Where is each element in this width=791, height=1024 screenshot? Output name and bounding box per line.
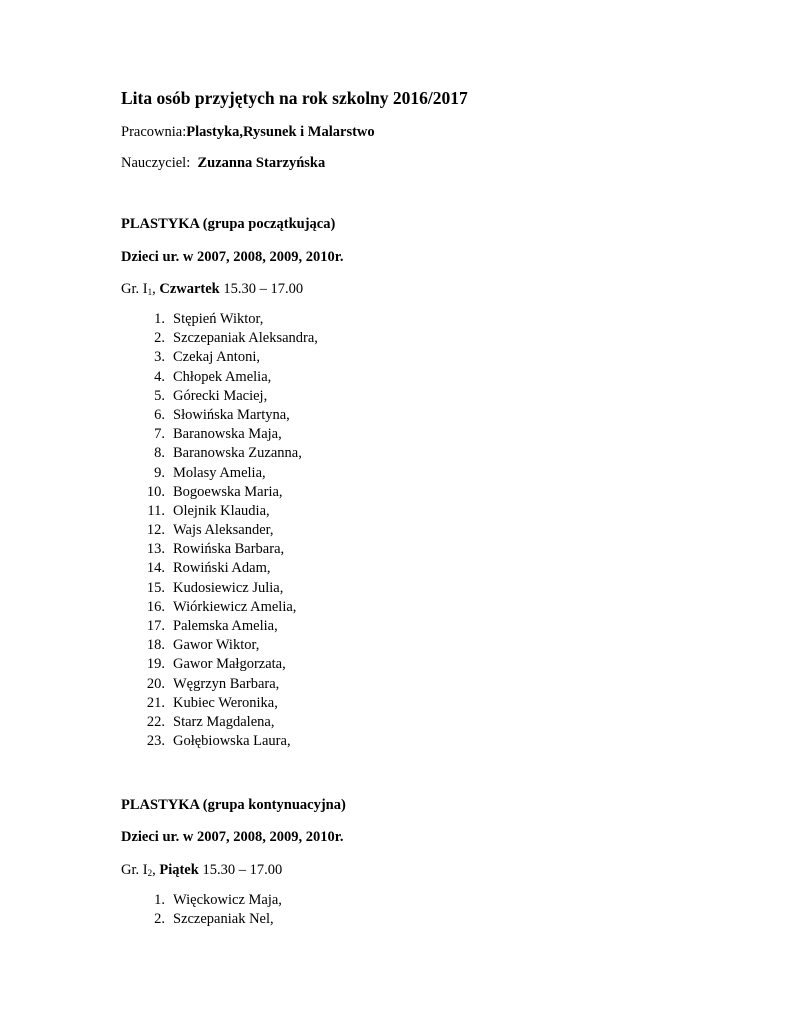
student-name: Molasy Amelia, (173, 464, 266, 481)
list-item (141, 655, 318, 674)
group-1-time: 15.30 – 17.00 (219, 281, 304, 297)
list-item-number: 1. (154, 311, 165, 327)
teacher-line (121, 155, 325, 172)
list-item-number: 17. (146, 618, 165, 634)
list-item-number: 20. (146, 675, 165, 692)
list-item (141, 598, 318, 617)
student-name: Olejnik Klaudia, (173, 502, 270, 519)
list-item-number: 13. (146, 541, 165, 558)
student-name: Szczepaniak Nel, (173, 911, 274, 928)
student-name: Baranowska Maja, (173, 426, 282, 443)
list-item-number: 5. (154, 387, 165, 404)
group-1-student-list (141, 310, 318, 751)
student-name: Gawor Małgorzata, (173, 656, 286, 673)
list-item (141, 559, 318, 578)
list-item-number: 22. (146, 713, 165, 730)
list-item (141, 579, 318, 598)
student-name: Rowiński Adam, (173, 560, 271, 577)
student-name: Stępień Wiktor, (173, 311, 264, 327)
list-item (141, 368, 318, 387)
group-2-birth-years: Dzieci ur. w 2007, 2008, 2009, 2010r. (121, 829, 344, 845)
list-item (141, 636, 318, 655)
list-item (141, 732, 318, 751)
list-item (141, 444, 318, 463)
list-item (141, 348, 318, 367)
list-item (141, 310, 318, 329)
student-name: Baranowska Zuzanna, (173, 445, 302, 462)
group-2-sub: 2 (147, 868, 153, 878)
student-name: Chłopek Amelia, (173, 368, 272, 385)
list-item (141, 713, 318, 732)
list-item-number: 3. (154, 349, 165, 366)
list-item (141, 483, 318, 502)
group-1-heading: PLASTYKA (grupa początkująca) (121, 216, 336, 232)
list-item (141, 425, 318, 444)
student-name: Gawor Wiktor, (173, 637, 260, 654)
list-item (141, 329, 318, 348)
group-2-prefix: Gr. I (121, 862, 148, 878)
student-name: Więckowicz Maja, (173, 892, 282, 908)
list-item-number: 6. (154, 406, 165, 423)
student-name: Szczepaniak Aleksandra, (173, 330, 318, 347)
list-item-number: 16. (146, 598, 165, 615)
list-item-number: 18. (146, 637, 165, 654)
list-item (141, 891, 282, 910)
student-name: Słowińska Martyna, (173, 406, 290, 423)
group-2-heading: PLASTYKA (grupa kontynuacyjna) (121, 797, 346, 813)
list-item-number: 2. (154, 330, 165, 347)
list-item-number: 1. (154, 892, 165, 908)
list-item (141, 464, 318, 483)
workshop-line (121, 124, 375, 141)
teacher-label: Nauczyciel: (121, 155, 191, 171)
teacher-value: Zuzanna Starzyńska (197, 155, 326, 171)
student-name: Gołębiowska Laura, (173, 733, 291, 750)
group-1-sep: , (152, 281, 160, 297)
list-item-number: 14. (146, 560, 165, 577)
list-item (141, 387, 318, 406)
group-2-student-list (141, 891, 282, 929)
list-item (141, 694, 318, 713)
student-name: Starz Magdalena, (173, 713, 275, 730)
student-name: Kudosiewicz Julia, (173, 579, 284, 596)
list-item (141, 617, 318, 636)
list-item (141, 502, 318, 521)
group-1-day: Czwartek (159, 281, 220, 297)
list-item-number: 21. (146, 694, 165, 711)
group-2-sep: , (152, 862, 160, 878)
group-2-day: Piątek (159, 862, 199, 878)
list-item (141, 406, 318, 425)
student-name: Węgrzyn Barbara, (173, 675, 280, 692)
student-name: Wiórkiewicz Amelia, (173, 598, 297, 615)
list-item-number: 23. (146, 733, 165, 750)
student-name: Czekaj Antoni, (173, 349, 260, 366)
list-item-number: 10. (146, 483, 165, 500)
list-item-number: 9. (154, 464, 165, 481)
list-item-number: 15. (146, 579, 165, 596)
list-item-number: 2. (154, 911, 165, 928)
list-item-number: 11. (147, 502, 165, 519)
student-name: Górecki Maciej, (173, 387, 268, 404)
student-name: Palemska Amelia, (173, 618, 278, 634)
group-2-schedule (121, 862, 282, 879)
workshop-value: Plastyka,Rysunek i Malarstwo (186, 124, 375, 140)
workshop-label: Pracownia: (121, 124, 187, 140)
group-1-sub: 1 (147, 287, 153, 297)
group-1-birth-years: Dzieci ur. w 2007, 2008, 2009, 2010r. (121, 249, 344, 265)
student-name: Rowińska Barbara, (173, 541, 285, 558)
group-1-prefix: Gr. I (121, 281, 148, 297)
list-item (141, 540, 318, 559)
student-name: Kubiec Weronika, (173, 694, 278, 711)
list-item (141, 521, 318, 540)
list-item-number: 19. (146, 656, 165, 673)
list-item-number: 12. (146, 522, 165, 539)
student-name: Wajs Aleksander, (173, 522, 274, 539)
group-2-time: 15.30 – 17.00 (198, 862, 283, 878)
list-item (141, 910, 282, 929)
document-title: Lita osób przyjętych na rok szkolny 2016/2017 (121, 88, 468, 108)
student-name: Bogoewska Maria, (173, 483, 283, 500)
list-item-number: 4. (154, 368, 165, 385)
list-item (141, 675, 318, 694)
list-item-number: 7. (154, 426, 165, 443)
group-1-schedule (121, 281, 303, 298)
list-item-number: 8. (154, 445, 165, 462)
